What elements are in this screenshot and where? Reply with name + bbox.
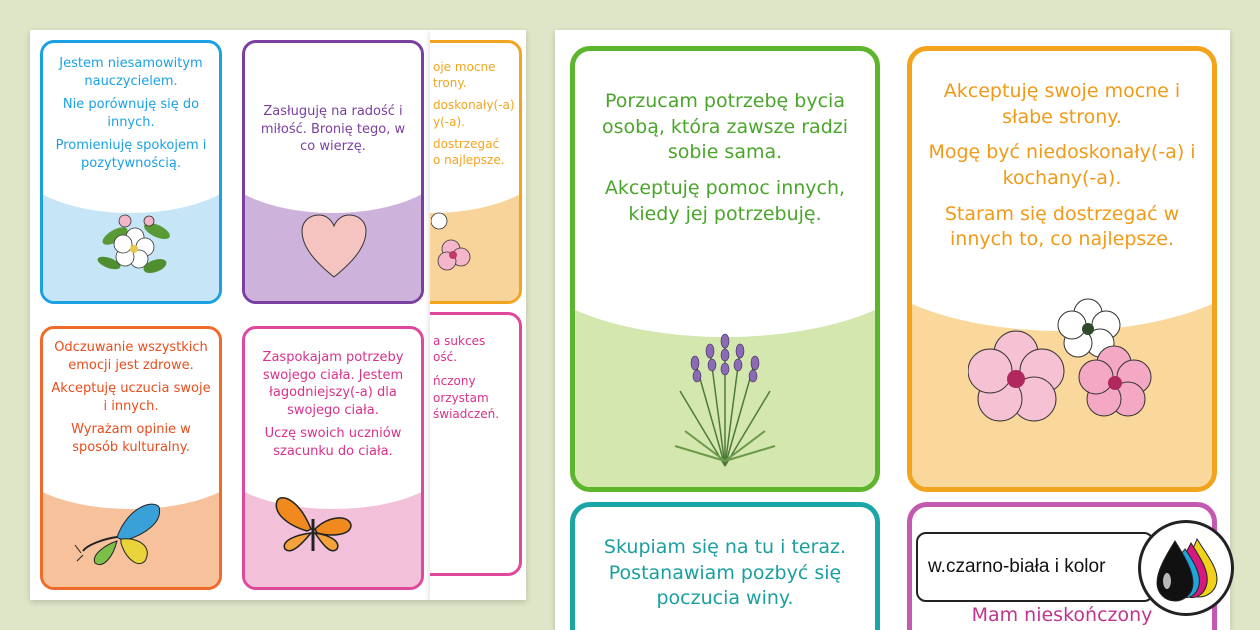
card-fragment: orzystam [433,390,489,405]
heart-icon [299,213,369,281]
color-mode-badge [916,532,1154,602]
back-worksheet-preview [430,30,526,600]
card-fragment: świadczeń. [433,406,500,421]
pink-flowers-icon [968,291,1158,441]
card-fragment: doskonały(-a) [433,98,515,113]
lavender-icon [655,321,795,471]
card-fragment: o najlepsze. [433,152,505,167]
affirmation-card-coral [40,326,222,590]
left-worksheet-preview [30,30,430,600]
card-text [43,55,219,178]
affirmation-card-teal [570,502,880,630]
card-line: Nie porównuję się do innych. [62,97,200,130]
card-text [575,89,875,233]
apple-blossom-icon [95,211,175,281]
badge-label: w.czarno-biała i kolor [928,556,1106,577]
affirmation-card-pink [242,326,424,590]
card-text [245,349,421,466]
affirmation-card-blue [40,40,222,304]
affirmation-card-pink-partial [430,312,522,576]
card-paragraph: Mogę być niedoskonały(-a) i kochany(-a). [928,141,1196,189]
card-paragraph: Akceptuję swoje mocne i słabe strony. [943,80,1181,128]
monarch-butterfly-icon [271,489,355,565]
card-fragment: y(-a). [433,114,465,129]
pink-flowers-icon [431,203,481,283]
card-fragment: oje mocne [433,60,496,74]
affirmation-card-green [570,46,880,492]
card-line: Uczę swoich uczniów szacunku do ciała. [264,426,402,459]
card-line: Odczuwanie wszystkich emocji jest zdrowe. [54,340,208,373]
card-fragment: a sukces [433,334,486,348]
ink-drops-icon [1138,520,1234,616]
affirmation-card-purple [242,40,424,304]
affirmation-card-orange-partial [430,40,522,304]
card-paragraph: Skupiam się na tu i teraz. Postanawiam pozbyć się poczucia winy. [603,536,847,610]
card-text [912,79,1212,259]
card-line: Promieniuję spokojem i pozytywnością. [55,138,207,171]
card-fragment: trony. [433,76,467,91]
card-line: Wyrażam opinie w sposób kulturalny. [71,422,191,455]
card-line: Akceptuję uczucia swoje i innych. [51,381,211,414]
card-text [912,603,1212,630]
affirmation-card-orange [907,46,1217,492]
card-line: Jestem niesamowitym nauczycielem. [59,56,203,89]
card-paragraph: Staram się dostrzegać w innych to, co najlepsze. [944,202,1180,251]
card-line: Zasługuję na radość i miłość. Bronię tego, w co wierzę. [260,104,406,155]
card-fragment: ość. [433,350,458,365]
card-text [245,103,421,162]
card-paragraph: Mam nieskończony [971,604,1153,626]
card-fragment: dostrzegać [433,136,500,151]
card-fragment: ńczony [433,374,476,389]
card-line: Zaspokajam potrzeby swojego ciała. Jestem łagodniejszy(-a) dla swojego ciała. [262,350,404,418]
rainbow-butterfly-icon [73,497,163,577]
card-text [43,339,219,462]
card-text [433,59,519,168]
card-paragraph: Akceptuję pomoc innych, kiedy jej potrzebuję. [604,176,846,225]
card-paragraph: Porzucam potrzebę bycia osobą, która zawsze radzi sobie sama. [601,90,849,164]
card-text [433,333,519,422]
card-text [575,535,875,618]
